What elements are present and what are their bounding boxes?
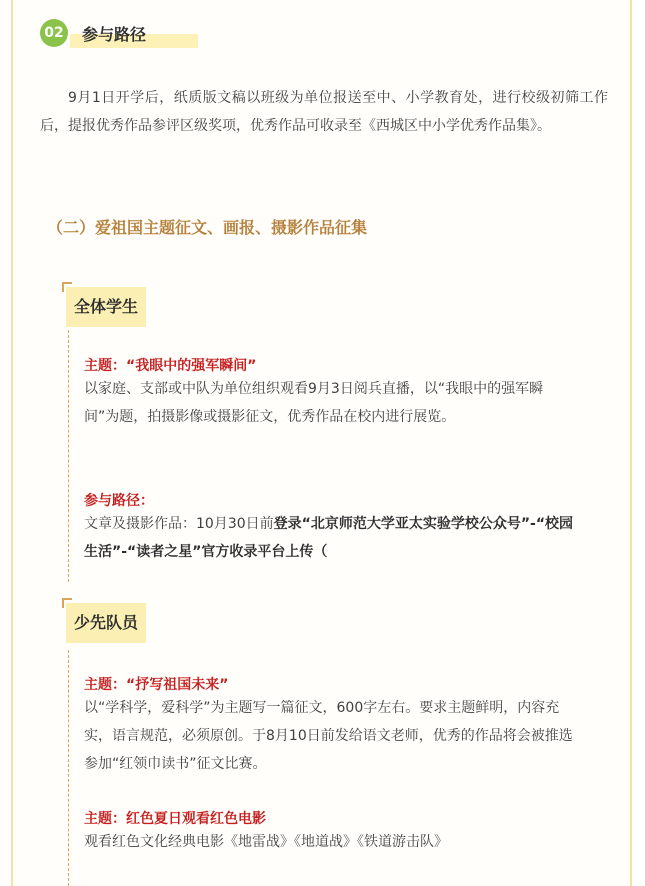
theme-title: 主题：“我眼中的强军瞬间” (84, 358, 257, 374)
group-label-all-students: 全体学生 (66, 287, 146, 327)
theme2-title: 主题：红色夏日观看红色电影 (84, 811, 266, 827)
dashed-divider (68, 650, 69, 886)
path-body-prefix: 文章及摄影作品：10月30日前 (84, 516, 274, 532)
path-body (84, 510, 576, 566)
section-title: 参与路径 (82, 25, 147, 44)
theme1-title: 主题：“抒写祖国未来” (84, 677, 229, 693)
path-title: 参与路径： (84, 493, 154, 509)
dashed-divider (68, 330, 69, 582)
section-number-badge: 02 (40, 19, 68, 47)
theme2-body: 观看红色文化经典电影《地雷战》《地道战》《铁道游击队》 (84, 834, 448, 850)
section-paragraph: 9月1日开学后，纸质版文稿以班级为单位报送至中、小学教育处，进行校级初筛工作后，提报优秀作品参评区级奖项，优秀作品可收录至《西城区中小学优秀作品集》。 (40, 90, 608, 134)
theme1-body: 以“学科学，爱科学”为主题写一篇征文，600字左右。要求主题鲜明，内容充实，语言规范，必须原创。于8月10日前发给语文老师，优秀的作品将会被推选参加“红领巾读书”征文比赛。 (84, 700, 573, 772)
group-label-young-pioneers: 少先队员 (66, 603, 146, 643)
theme-body: 以家庭、支部或中队为单位组织观看9月3日阅兵直播，以“我眼中的强军瞬间”为题，拍摄影像或摄影征文，优秀作品在校内进行展览。 (84, 381, 544, 425)
subheading: （二）爱祖国主题征文、画报、摄影作品征集 (47, 218, 368, 237)
path-body-bold: 登录“北京师范大学亚太实验学校公众号”-“校园生活”-“读者之星”官方收录平台上传（ (84, 516, 574, 560)
